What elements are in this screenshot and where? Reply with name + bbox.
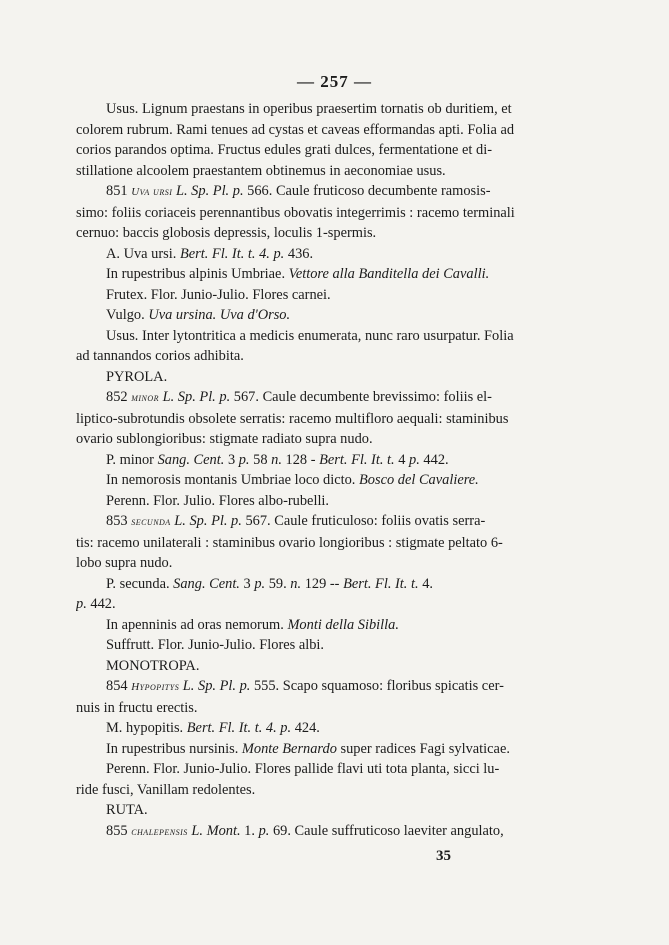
text-span: 69. Caule suffruticoso laeviter angulato, (269, 822, 504, 839)
text-span: L. Sp. Pl. p. (172, 183, 244, 199)
text-span: A. Uva ursi. (106, 245, 180, 262)
text-span: Frutex. Flor. Junio-Julio. Flores carnei. (106, 286, 331, 303)
text-span: n. (290, 575, 302, 592)
text-line (106, 470, 610, 491)
text-span: corios parandos optima. Fructus edules grati dulces, fermentatione et di- (76, 142, 493, 158)
text-span: p. (258, 822, 270, 839)
text-span: cernuo: baccis globosis depressis, loculis 1-spermis. (76, 225, 377, 241)
text-line (106, 305, 610, 326)
page-number: — 257 — (297, 72, 372, 91)
text-span: ad tannandos corios adhibita. (76, 348, 244, 364)
text-span: 555. Scapo squamoso: floribus spicatis cer- (250, 678, 504, 694)
text-span: 442. (419, 451, 449, 468)
text-span: L. Sp. Pl. p. (159, 389, 231, 405)
text-line (76, 429, 610, 450)
text-line (76, 780, 610, 801)
text-span: Bert. Fl. It. t. 4. p. (179, 245, 285, 262)
text-line (106, 285, 610, 306)
text-line (106, 367, 610, 388)
text-span: 567. Caule fruticuloso: foliis ovatis serra- (241, 513, 486, 529)
text-line (106, 511, 610, 533)
text-span: In rupestribus nursinis. (106, 740, 242, 757)
text-span: In rupestribus alpinis Umbriae. (106, 266, 289, 282)
text-line (76, 533, 610, 554)
text-span: 436. (284, 245, 314, 262)
text-line (106, 615, 610, 636)
text-span: 129 -- (301, 575, 344, 592)
text-span: MONOTROPA. (106, 657, 200, 674)
text-span: 1. (240, 822, 259, 839)
text-span: Bert. Fl. It. t. (343, 575, 419, 592)
text-span: Suffrutt. Flor. Junio-Julio. Flores albi. (106, 637, 325, 653)
text-span: M. hypopitis. (106, 720, 187, 736)
text-span: 567. Caule decumbente brevissimo: foliis el- (230, 389, 492, 405)
text-line (106, 635, 610, 656)
text-span: chalepensis (131, 825, 188, 838)
text-span: Monti della Sibilla. (287, 616, 399, 633)
text-line (106, 326, 610, 347)
text-line (76, 346, 610, 367)
text-span: 4 (394, 451, 410, 468)
text-span: 853 (106, 513, 132, 529)
text-span: liptico-subrotundis obsolete serratis: racemo multifloro aequali: staminibus (76, 410, 509, 427)
text-line (106, 800, 610, 821)
text-line (106, 181, 610, 203)
text-line (106, 821, 610, 843)
text-span: Vettore alla Banditella dei Cavalli. (288, 266, 490, 282)
text-span: 855 (106, 822, 132, 839)
text-span: 128 - (281, 451, 320, 468)
text-span: simo: foliis coriaceis perennantibus obovatis integerrimis : racemo terminali (76, 204, 515, 221)
text-line (76, 161, 610, 182)
text-span: 58 (249, 451, 272, 468)
text-span: p. (254, 575, 266, 592)
text-span: p. (409, 451, 420, 468)
text-span: 3 (224, 451, 239, 468)
text-span: Bert. Fl. It. t. (319, 451, 395, 468)
text-line (106, 264, 610, 285)
text-span: Uva ursina. Uva d'Orso. (148, 307, 291, 323)
text-span: p. (238, 451, 250, 468)
text-span: Perenn. Flor. Julio. Flores albo-rubelli. (106, 492, 330, 509)
text-line (106, 759, 610, 780)
text-span: ride fusci, Vanillam redolentes. (76, 781, 256, 798)
text-line (106, 739, 610, 760)
text-span: In nemorosis montanis Umbriae loco dicto. (106, 472, 359, 488)
text-span: RUTA. (106, 802, 148, 818)
text-span: Bert. Fl. It. t. 4. p. (186, 720, 292, 736)
text-line (76, 120, 610, 141)
text-line (76, 409, 610, 430)
text-span: L. Sp. Pl. p. (179, 678, 251, 694)
text-span: Usus. Lignum praestans in operibus praesertim tornatis ob duritiem, et (106, 101, 512, 117)
text-line (106, 656, 610, 677)
text-span: 59. (265, 575, 291, 592)
text-span: 4. (418, 575, 433, 592)
text-span: Hypopitys (131, 681, 180, 693)
text-line (76, 223, 610, 244)
text-span: p. (76, 596, 87, 612)
text-line (106, 491, 610, 512)
text-span: PYROLA. (106, 368, 168, 385)
text-span: 3 (239, 575, 255, 592)
text-line (76, 594, 610, 615)
signature-number: 35 (436, 848, 451, 864)
text-span: 442. (86, 596, 116, 612)
text-span: 424. (291, 720, 320, 736)
text-span: Vulgo. (106, 307, 149, 323)
text-line (106, 676, 610, 698)
text-span: P. minor (106, 451, 158, 468)
text-span: lobo supra nudo. (76, 555, 173, 571)
page-body (76, 99, 610, 842)
text-span: Perenn. Flor. Junio-Julio. Flores pallide flavi uti tota planta, sicci lu- (106, 761, 500, 777)
text-span: 851 (106, 183, 132, 199)
text-span: In apenninis ad oras nemorum. (106, 616, 288, 633)
text-line (106, 387, 610, 409)
text-line (76, 203, 610, 224)
text-line (106, 244, 610, 265)
text-span: Monte Bernardo (241, 740, 337, 757)
text-line (76, 698, 610, 719)
text-span: Bosco del Cavaliere. (359, 472, 479, 488)
text-span: Uva ursi (131, 186, 173, 198)
text-span: 566. Caule fruticoso decumbente ramosis- (243, 183, 491, 199)
text-span: 852 (106, 389, 132, 405)
text-span: P. secunda. (106, 575, 174, 592)
text-line (106, 450, 610, 471)
text-span: nuis in fructu erectis. (76, 699, 198, 716)
text-span: L. Mont. (187, 822, 241, 839)
text-line (106, 99, 610, 120)
text-span: stillatione alcoolem praestantem obtinemus in aeconomiae usus. (76, 162, 446, 179)
text-span: Sang. Cent. (173, 575, 240, 592)
text-span: n. (271, 451, 282, 468)
text-span: tis: racemo unilaterali : staminibus ovario longioribus : stigmate peltato 6- (76, 534, 503, 551)
text-span: secunda (131, 516, 171, 528)
text-span: ovario sublongioribus: stigmate radiato supra nudo. (76, 431, 373, 447)
text-span: super radices Fagi sylvaticae. (336, 740, 510, 757)
text-line (76, 553, 610, 574)
text-line (106, 718, 610, 739)
text-line (106, 574, 610, 595)
text-span: minor (131, 392, 160, 404)
text-span: L. Sp. Pl. p. (170, 513, 242, 529)
text-span: Sang. Cent. (157, 451, 225, 468)
text-span: Usus. Inter lytontritica a medicis enumerata, nunc raro usurpatur. Folia (106, 327, 514, 344)
text-span: colorem rubrum. Rami tenues ad cystas et caveas efformandas apti. Folia ad (76, 121, 515, 138)
text-line (76, 140, 610, 161)
text-span: 854 (106, 678, 132, 694)
